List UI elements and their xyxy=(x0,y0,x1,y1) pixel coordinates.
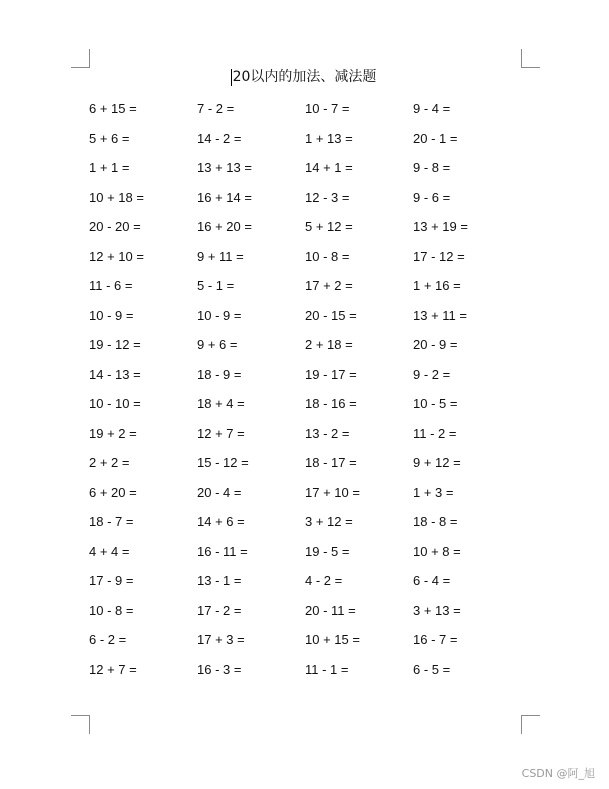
math-problem[interactable]: 6 - 4 = xyxy=(413,573,451,588)
math-problem[interactable]: 18 - 9 = xyxy=(197,366,242,382)
math-problem[interactable]: 1 + 16 = xyxy=(413,278,461,293)
math-problem[interactable]: 13 + 13 = xyxy=(197,160,252,175)
math-problem[interactable]: 18 - 17 = xyxy=(305,455,357,470)
math-problem[interactable]: 18 - 8 = xyxy=(413,514,458,529)
math-problem[interactable]: 10 - 9 = xyxy=(197,307,242,323)
math-problem[interactable]: 20 - 15 = xyxy=(305,307,357,323)
math-problem[interactable]: 17 + 3 = xyxy=(197,632,245,647)
math-problem[interactable]: 13 - 1 = xyxy=(197,573,242,588)
math-problem[interactable]: 11 - 6 = xyxy=(89,278,133,293)
math-problem[interactable]: 5 + 12 = xyxy=(305,219,353,234)
math-problem[interactable]: 20 - 1 = xyxy=(413,130,458,146)
math-problem[interactable]: 2 + 18 = xyxy=(305,337,353,352)
crop-mark-top-left xyxy=(71,49,90,68)
math-problem[interactable]: 7 - 2 = xyxy=(197,101,235,116)
math-problem[interactable]: 16 - 3 = xyxy=(197,661,242,677)
math-problem[interactable]: 19 + 2 = xyxy=(89,425,137,441)
math-problem[interactable]: 17 + 2 = xyxy=(305,278,353,293)
math-problem[interactable]: 10 - 8 = xyxy=(305,248,350,264)
math-problem[interactable]: 4 + 4 = xyxy=(89,543,130,559)
math-problem[interactable]: 17 + 10 = xyxy=(305,484,360,500)
math-problem[interactable]: 18 - 16 = xyxy=(305,396,357,411)
crop-mark-bottom-left xyxy=(71,715,90,734)
math-problem[interactable]: 5 + 6 = xyxy=(89,130,130,146)
math-problem[interactable]: 1 + 1 = xyxy=(89,160,130,175)
math-problem[interactable]: 9 - 8 = xyxy=(413,160,451,175)
crop-mark-top-right xyxy=(521,49,540,68)
math-problem[interactable]: 10 + 18 = xyxy=(89,189,144,205)
math-problem[interactable]: 20 - 4 = xyxy=(197,484,242,500)
watermark: CSDN @阿_旭 xyxy=(521,767,595,780)
page-title[interactable]: 20以内的加法、减法题 xyxy=(232,69,377,85)
math-problem[interactable]: 9 + 6 = xyxy=(197,337,238,352)
math-problem[interactable]: 11 - 1 = xyxy=(305,661,349,677)
math-problem[interactable]: 14 + 6 = xyxy=(197,514,245,529)
math-problem[interactable]: 12 - 3 = xyxy=(305,189,350,205)
math-problem[interactable]: 13 + 19 = xyxy=(413,219,468,234)
math-problem[interactable]: 2 + 2 = xyxy=(89,455,130,470)
math-problem[interactable]: 20 - 11 = xyxy=(305,602,356,618)
math-problem[interactable]: 9 - 2 = xyxy=(413,366,451,382)
math-problem[interactable]: 14 + 1 = xyxy=(305,160,353,175)
math-problem[interactable]: 1 + 13 = xyxy=(305,130,353,146)
math-problem[interactable]: 10 - 7 = xyxy=(305,101,350,116)
math-problem[interactable]: 9 + 11 = xyxy=(197,248,244,264)
math-problem[interactable]: 20 - 9 = xyxy=(413,337,458,352)
problem-grid xyxy=(89,100,529,690)
math-problem[interactable]: 15 - 12 = xyxy=(197,455,249,470)
math-problem[interactable]: 6 - 2 = xyxy=(89,632,127,647)
math-problem[interactable]: 18 - 7 = xyxy=(89,514,134,529)
math-problem[interactable]: 16 - 11 = xyxy=(197,543,248,559)
math-problem[interactable]: 3 + 13 = xyxy=(413,602,461,618)
math-problem[interactable]: 9 - 6 = xyxy=(413,189,451,205)
math-problem[interactable]: 16 - 7 = xyxy=(413,632,458,647)
math-problem[interactable]: 10 + 15 = xyxy=(305,632,360,647)
math-problem[interactable]: 11 - 2 = xyxy=(413,425,457,441)
math-problem[interactable]: 16 + 14 = xyxy=(197,189,252,205)
math-problem[interactable]: 6 + 15 = xyxy=(89,101,137,116)
crop-mark-bottom-right xyxy=(521,715,540,734)
math-problem[interactable]: 14 - 13 = xyxy=(89,366,141,382)
math-problem[interactable]: 10 - 5 = xyxy=(413,396,458,411)
math-problem[interactable]: 6 + 20 = xyxy=(89,484,137,500)
math-problem[interactable]: 17 - 9 = xyxy=(89,573,134,588)
math-problem[interactable]: 13 - 2 = xyxy=(305,425,350,441)
math-problem[interactable]: 13 + 11 = xyxy=(413,307,467,323)
math-problem[interactable]: 17 - 2 = xyxy=(197,602,242,618)
math-problem[interactable]: 12 + 10 = xyxy=(89,248,144,264)
math-problem[interactable]: 9 + 12 = xyxy=(413,455,461,470)
math-problem[interactable]: 19 - 17 = xyxy=(305,366,357,382)
math-problem[interactable]: 20 - 20 = xyxy=(89,219,141,234)
math-problem[interactable]: 9 - 4 = xyxy=(413,101,451,116)
math-problem[interactable]: 14 - 2 = xyxy=(197,130,242,146)
math-problem[interactable]: 18 + 4 = xyxy=(197,396,245,411)
math-problem[interactable]: 1 + 3 = xyxy=(413,484,454,500)
math-problem[interactable]: 10 + 8 = xyxy=(413,543,461,559)
math-problem[interactable]: 19 - 5 = xyxy=(305,543,350,559)
math-problem[interactable]: 12 + 7 = xyxy=(89,661,137,677)
math-problem[interactable]: 16 + 20 = xyxy=(197,219,252,234)
math-problem[interactable]: 3 + 12 = xyxy=(305,514,353,529)
math-problem[interactable]: 10 - 10 = xyxy=(89,396,141,411)
math-problem[interactable]: 6 - 5 = xyxy=(413,661,451,677)
math-problem[interactable]: 10 - 9 = xyxy=(89,307,134,323)
math-problem[interactable]: 19 - 12 = xyxy=(89,337,141,352)
math-problem[interactable]: 4 - 2 = xyxy=(305,573,343,588)
math-problem[interactable]: 5 - 1 = xyxy=(197,278,235,293)
math-problem[interactable]: 17 - 12 = xyxy=(413,248,465,264)
math-problem[interactable]: 12 + 7 = xyxy=(197,425,245,441)
math-problem[interactable]: 10 - 8 = xyxy=(89,602,134,618)
